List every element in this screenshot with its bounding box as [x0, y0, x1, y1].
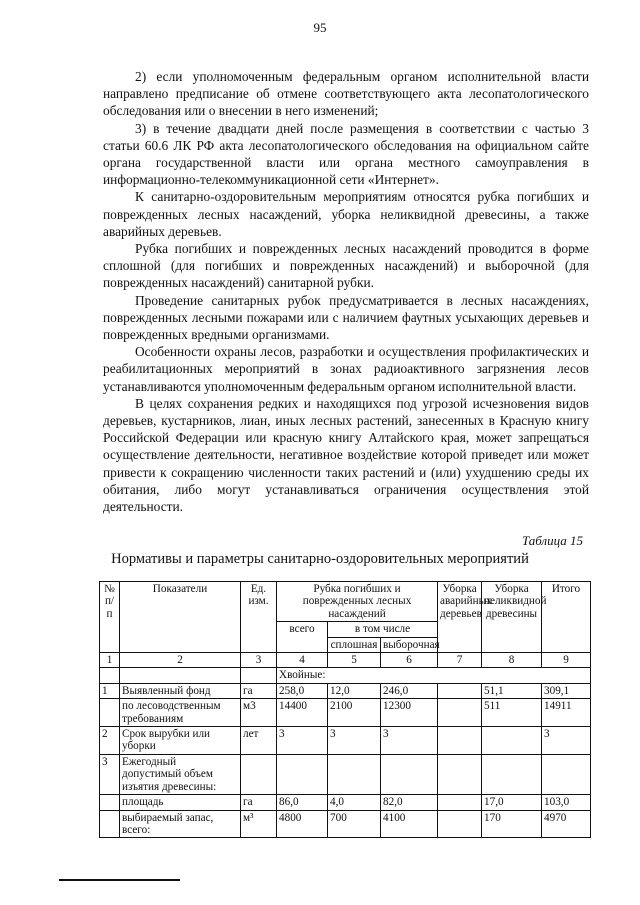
cell-indicator: Ежегодный допустимый объем изъятия древесины: [120, 754, 241, 794]
cell-sum: 3 [542, 727, 591, 755]
table-cell [241, 668, 277, 683]
cell-emergency [438, 683, 482, 698]
column-number-row [100, 653, 591, 668]
cell-emergency [438, 754, 482, 794]
cell-illiquid [482, 754, 542, 794]
header-clear: сплошная [328, 637, 381, 652]
cell-total: 14400 [277, 699, 328, 727]
cell-illiquid: 17,0 [482, 795, 542, 810]
cell-num [100, 699, 120, 727]
paragraph: В целях сохранения редких и находящихся под угрозой исчезновения видов деревьев, кустарников, лиан, иных лесных растений, занесенных в Красную книгу Российской Федерации или красную книгу Алтайского края, может запрещаться осуществление деятельности, негативное воздействие которой приведет или может привести к сокращению численности таких растений и (или) ухудшению среды их обитания, либо могут устанавливаться ограничения осуществления этой деятельности. [103, 395, 589, 515]
cell-emergency [438, 795, 482, 810]
cell-clear [328, 754, 381, 794]
cell-unit: м³ [241, 810, 277, 838]
cell-selective [381, 754, 438, 794]
cell-clear: 12,0 [328, 683, 381, 698]
cell-selective: 82,0 [381, 795, 438, 810]
section-label: Хвойные: [277, 668, 591, 683]
cell-unit: м3 [241, 699, 277, 727]
table-cell [438, 838, 482, 843]
table-cell [120, 668, 241, 683]
cell-num [100, 795, 120, 810]
paragraph: Рубка погибших и поврежденных лесных насаждений проводится в форме сплошной (для погибших и поврежденных насаждений) и выборочной (для поврежденных насаждений) санитарной рубки. [103, 241, 589, 291]
paragraph: 3) в течение двадцати дней после размещения в соответствии с частью 3 статьи 60.6 ЛК РФ акта лесопатологического обследования на официальном сайте органа государственной власти или органа местного самоуправления в информационно-телекоммуникационной сети «Интернет». [103, 120, 589, 188]
cell-unit [241, 754, 277, 794]
body-text [103, 68, 589, 515]
table-title: Нормативы и параметры санитарно-оздоровительных мероприятий [111, 551, 529, 567]
header-row [100, 582, 591, 622]
cell-selective: 246,0 [381, 683, 438, 698]
cell-indicator: выбираемый запас, всего: [120, 810, 241, 838]
table-row [100, 810, 591, 838]
column-number: 9 [542, 653, 591, 668]
cell-sum [542, 754, 591, 794]
table-row [100, 727, 591, 755]
header-including: в том числе [328, 622, 438, 637]
table-row [100, 795, 591, 810]
paragraph: 2) если уполномоченным федеральным органом исполнительной власти направлено предписание об отмене соответствующего акта лесопатологического обследования или о внесении в него изменений; [103, 69, 589, 119]
table-caption: Таблица 15 [521, 533, 583, 548]
norms-table [99, 581, 591, 842]
cell-indicator: по лесоводственным требованиям [120, 699, 241, 727]
header-total-felling: всего [277, 622, 328, 653]
cell-sum: 309,1 [542, 683, 591, 698]
cell-sum: 14911 [542, 699, 591, 727]
paragraph: Проведение санитарных рубок предусматривается в лесных насаждениях, поврежденных лесными пожарами или с наличием фаутных усыхающих деревьев и поврежденных вредными организмами. [103, 292, 589, 343]
cell-illiquid: 170 [482, 810, 542, 838]
cell-clear: 2100 [328, 699, 381, 727]
table-cell [100, 838, 120, 843]
cell-indicator: площадь [120, 795, 241, 810]
cell-sum: 103,0 [542, 795, 591, 810]
cell-emergency [438, 727, 482, 755]
cell-unit: лет [241, 727, 277, 755]
cell-illiquid: 51,1 [482, 683, 542, 698]
cell-unit: га [241, 683, 277, 698]
table-row [100, 699, 591, 727]
table-spacer-row [100, 838, 591, 843]
cell-total: 4800 [277, 810, 328, 838]
paragraph: Особенности охраны лесов, разработки и осуществления профилактических и реабилитационных мероприятий в зонах радиоактивного загрязнения лесов устанавливаются уполномоченным федеральным органом исполнительной власти. [103, 344, 589, 394]
header-illiquid: Уборка неликвидной древесины [482, 582, 542, 653]
column-number: 1 [100, 653, 120, 668]
table-row [100, 683, 591, 698]
column-number: 7 [438, 653, 482, 668]
table-row [100, 754, 591, 794]
header-emergency: Уборка аварийных деревьев [438, 582, 482, 653]
column-number: 3 [241, 653, 277, 668]
table-cell [381, 838, 438, 843]
cell-illiquid: 511 [482, 699, 542, 727]
table-cell [120, 838, 241, 843]
header-felling-group: Рубка погибших и поврежденных лесных насаждений [277, 582, 438, 622]
cell-num [100, 810, 120, 838]
table-cell [328, 838, 381, 843]
cell-total: 3 [277, 727, 328, 755]
header-unit: Ед. изм. [241, 582, 277, 653]
cell-selective: 12300 [381, 699, 438, 727]
cell-unit: га [241, 795, 277, 810]
header-total: Итого [542, 582, 591, 653]
cell-total: 86,0 [277, 795, 328, 810]
cell-total [277, 754, 328, 794]
cell-total: 258,0 [277, 683, 328, 698]
cell-indicator: Выявленный фонд [120, 683, 241, 698]
column-number: 2 [120, 653, 241, 668]
cell-selective: 3 [381, 727, 438, 755]
cell-selective: 4100 [381, 810, 438, 838]
cell-clear: 3 [328, 727, 381, 755]
column-number: 5 [328, 653, 381, 668]
cell-emergency [438, 699, 482, 727]
cell-num: 2 [100, 727, 120, 755]
paragraph: К санитарно-оздоровительным мероприятиям относятся рубка погибших и поврежденных лесных насаждений, уборка неликвидной древесины, а также аварийных деревьев. [103, 189, 589, 239]
table-cell [100, 668, 120, 683]
cell-clear: 4,0 [328, 795, 381, 810]
cell-indicator: Срок вырубки или уборки [120, 727, 241, 755]
table-cell [277, 838, 328, 843]
cell-sum: 4970 [542, 810, 591, 838]
cell-num: 3 [100, 754, 120, 794]
table-cell [482, 838, 542, 843]
cell-illiquid [482, 727, 542, 755]
header-indicator: Показатели [120, 582, 241, 653]
cell-clear: 700 [328, 810, 381, 838]
cell-num: 1 [100, 683, 120, 698]
table-cell [241, 838, 277, 843]
column-number: 8 [482, 653, 542, 668]
page-number: 95 [313, 20, 327, 35]
table-cell [542, 838, 591, 843]
cell-emergency [438, 810, 482, 838]
section-row [100, 668, 591, 683]
footnote-rule [59, 879, 180, 881]
header-selective: выборочная [381, 637, 438, 652]
column-number: 6 [381, 653, 438, 668]
column-number: 4 [277, 653, 328, 668]
header-num: № п/п [100, 582, 120, 653]
